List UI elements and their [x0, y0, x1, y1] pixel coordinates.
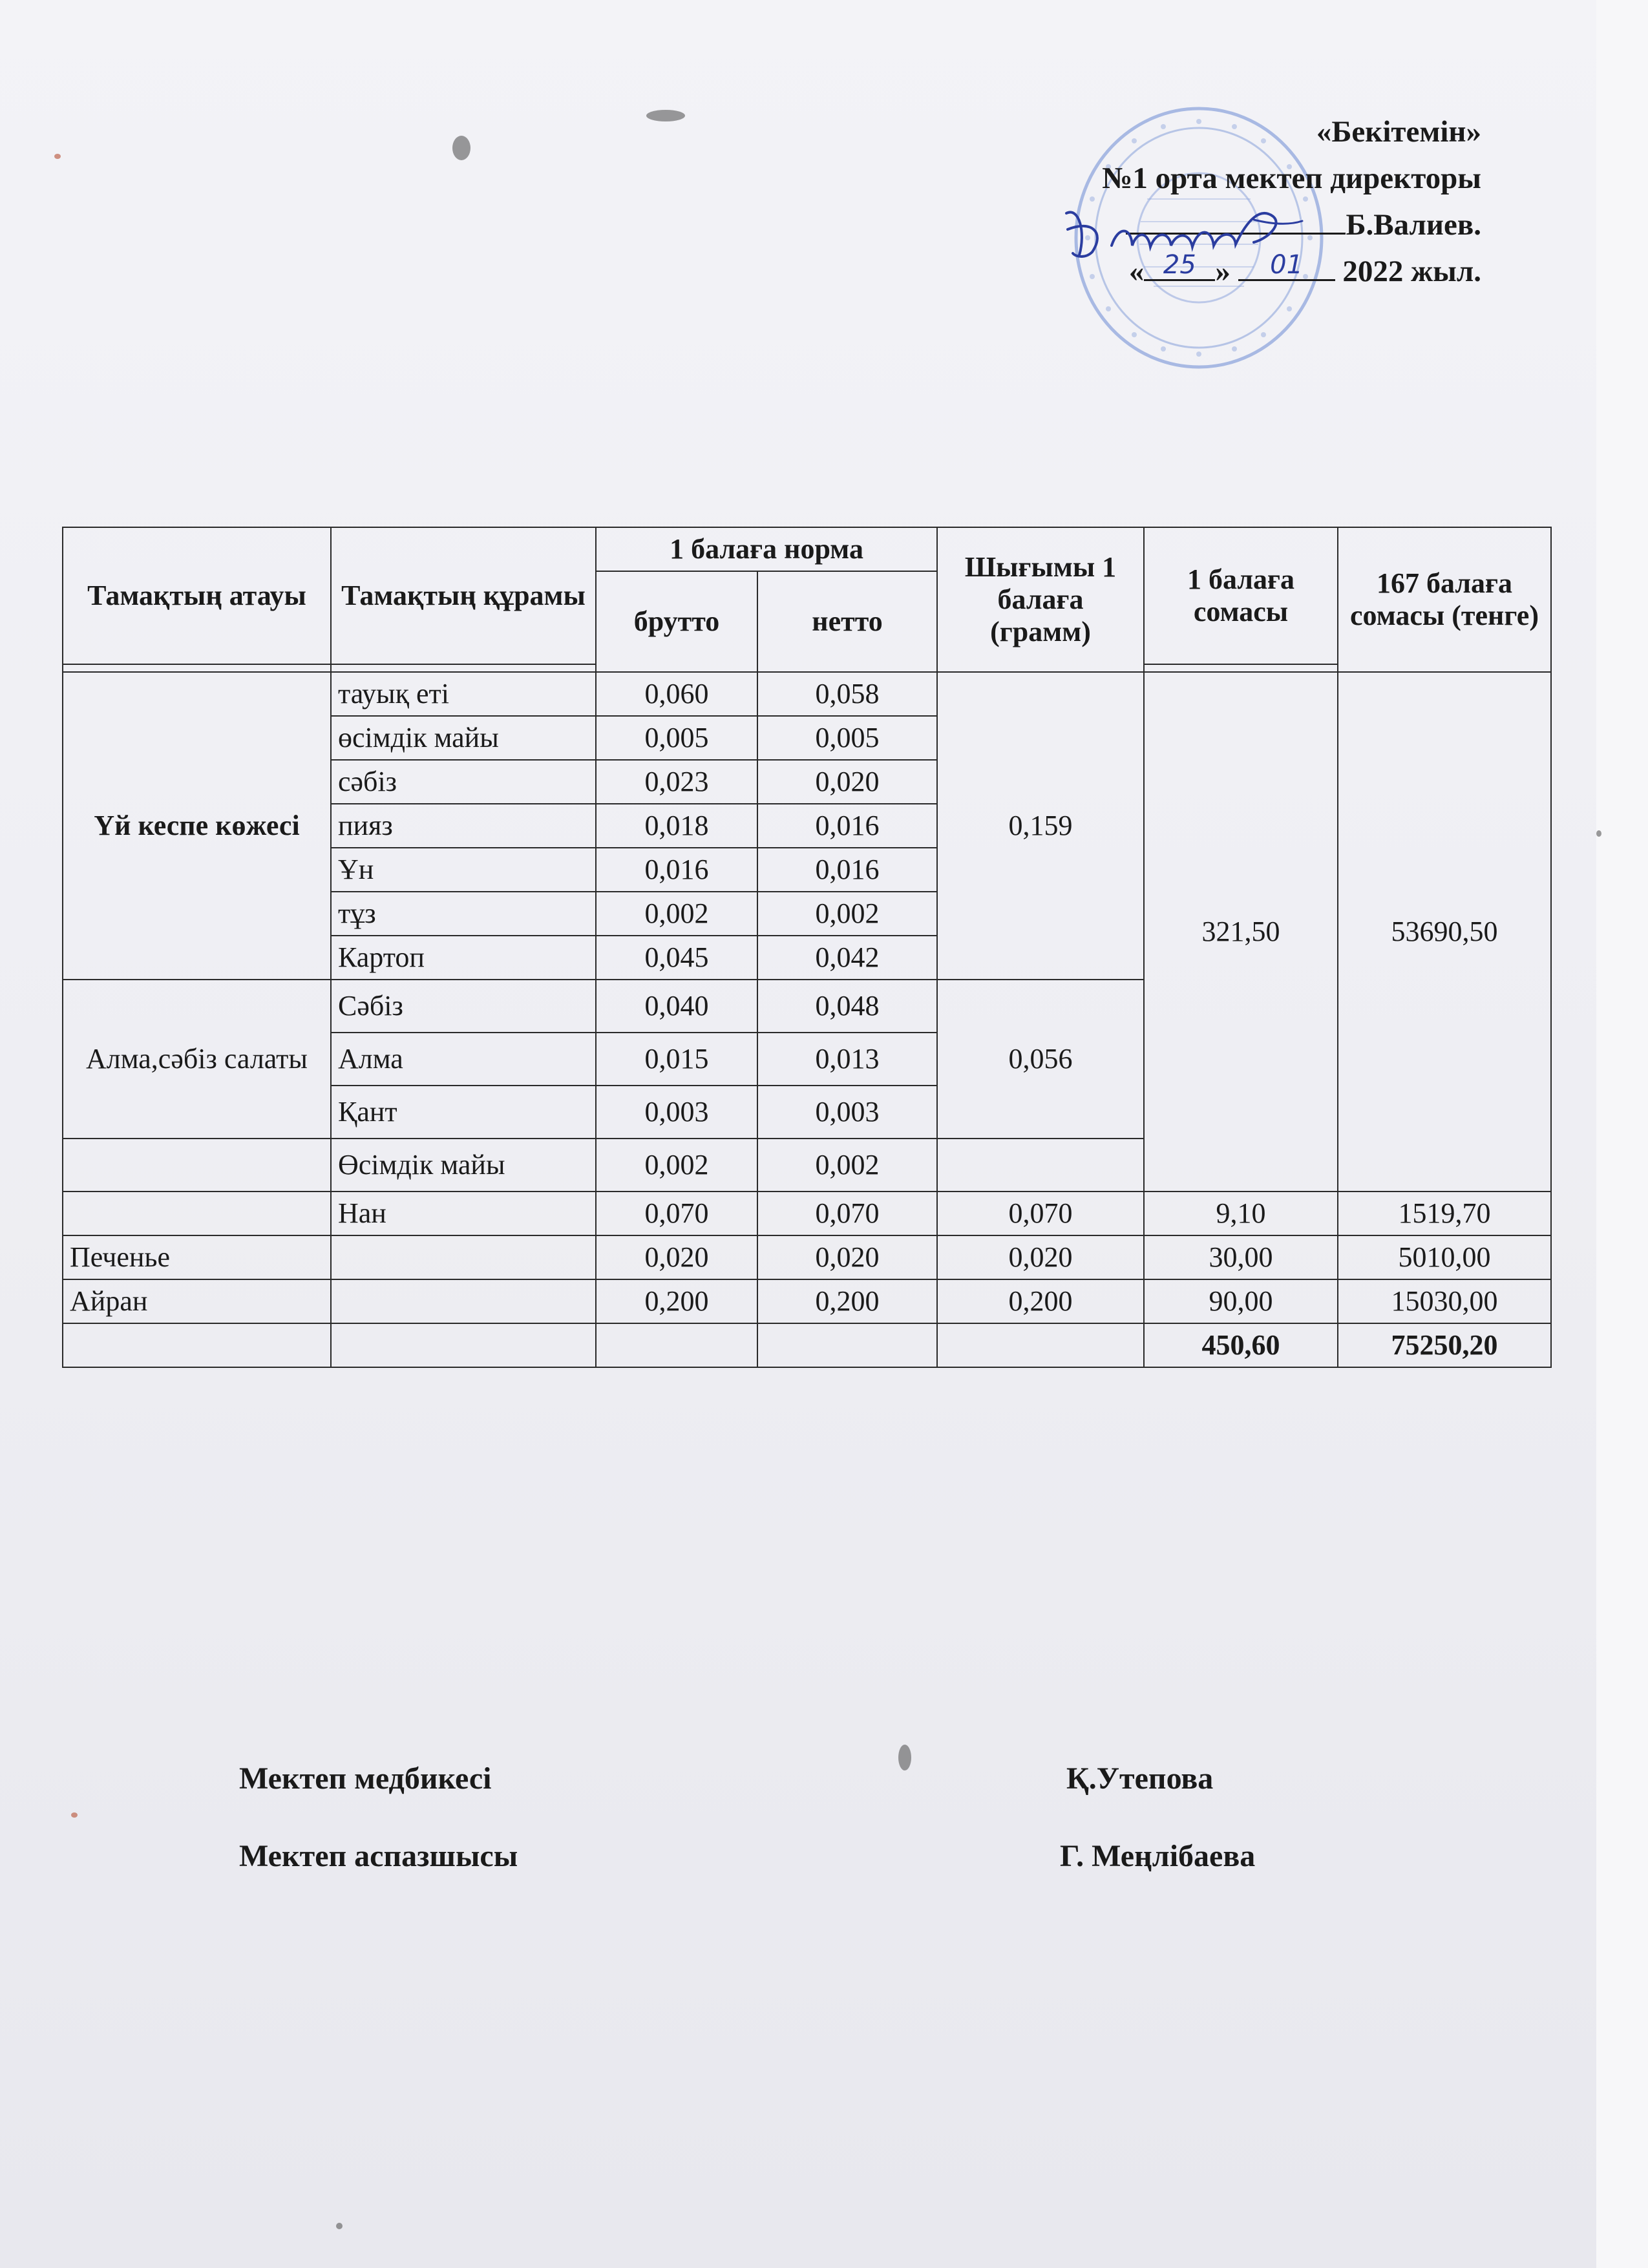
sum-one-value: 90,00: [1144, 1279, 1338, 1323]
table-row: [63, 1279, 1551, 1323]
output-value: 0,200: [937, 1279, 1144, 1323]
ingredient: өсімдік майы: [331, 716, 596, 760]
brutto-value: 0,018: [596, 804, 757, 848]
ingredient: Ұн: [331, 848, 596, 892]
sum-one-dinner: 321,50: [1144, 672, 1338, 1192]
header-spacer-2: [331, 664, 596, 672]
ingredient: Нан: [331, 1192, 596, 1235]
sum-all-value: 1519,70: [1338, 1192, 1551, 1235]
sum-all-dinner: 53690,50: [1338, 672, 1551, 1192]
scan-speck: [71, 1812, 78, 1818]
header-brutto: брутто: [596, 571, 757, 672]
empty-cell: [331, 1235, 596, 1279]
netto-value: 0,002: [757, 1139, 937, 1192]
brutto-value: 0,023: [596, 760, 757, 804]
total-sum-all: 75250,20: [1338, 1323, 1551, 1367]
sum-one-value: 30,00: [1144, 1235, 1338, 1279]
date-open-quote: «: [1128, 255, 1145, 288]
output-value: 0,070: [937, 1192, 1144, 1235]
netto-value: 0,058: [757, 672, 937, 716]
empty-cell: [63, 1139, 331, 1192]
netto-value: 0,020: [757, 760, 937, 804]
brutto-value: 0,002: [596, 1139, 757, 1192]
output-value: 0,020: [937, 1235, 1144, 1279]
brutto-value: 0,045: [596, 936, 757, 980]
header-spacer-3: [1144, 664, 1338, 672]
netto-value: 0,042: [757, 936, 937, 980]
header-sum-all: 167 балаға сомасы (тенге): [1338, 527, 1551, 672]
brutto-value: 0,070: [596, 1192, 757, 1235]
header-row-1: [63, 527, 1551, 571]
netto-value: 0,048: [757, 980, 937, 1033]
ingredient: пияз: [331, 804, 596, 848]
brutto-value: 0,200: [596, 1279, 757, 1323]
sum-one-value: 9,10: [1144, 1192, 1338, 1235]
empty-cell: [63, 1323, 331, 1367]
scan-speck: [336, 2223, 343, 2229]
menu-table: [62, 527, 1552, 1368]
netto-value: 0,016: [757, 804, 937, 848]
empty-cell: [937, 1139, 1144, 1192]
netto-value: 0,005: [757, 716, 937, 760]
director-name: Б.Валиев.: [1346, 208, 1481, 242]
dish-salad-name: Алма,сәбіз салаты: [63, 980, 331, 1139]
dish-name: Печенье: [63, 1235, 331, 1279]
brutto-value: 0,003: [596, 1086, 757, 1139]
total-sum-one: 450,60: [1144, 1323, 1338, 1367]
brutto-value: 0,015: [596, 1033, 757, 1086]
netto-value: 0,016: [757, 848, 937, 892]
brutto-value: 0,040: [596, 980, 757, 1033]
cook-name: Г. Меңлібаева: [1060, 1839, 1256, 1873]
header-netto: нетто: [757, 571, 937, 672]
scan-speck: [54, 154, 61, 159]
ingredient: тұз: [331, 892, 596, 936]
header-composition: Тамақтың құрамы: [331, 527, 596, 664]
dish-name: Айран: [63, 1279, 331, 1323]
date-year: 2022 жыл.: [1342, 255, 1481, 288]
empty-cell: [757, 1323, 937, 1367]
total-row: [63, 1323, 1551, 1367]
netto-value: 0,070: [757, 1192, 937, 1235]
brutto-value: 0,060: [596, 672, 757, 716]
page-edge: [1596, 0, 1648, 2268]
empty-cell: [937, 1323, 1144, 1367]
table-row: [63, 1235, 1551, 1279]
table-row: [63, 672, 1551, 716]
nurse-label: Мектеп медбикесі: [239, 1761, 492, 1796]
header-spacer-1: [63, 664, 331, 672]
empty-cell: [331, 1323, 596, 1367]
soup-output: 0,159: [937, 672, 1144, 980]
netto-value: 0,002: [757, 892, 937, 936]
brutto-value: 0,005: [596, 716, 757, 760]
ingredient: Алма: [331, 1033, 596, 1086]
ingredient: Қант: [331, 1086, 596, 1139]
empty-cell: [63, 1192, 331, 1235]
date-day-handwritten: 25: [1163, 250, 1196, 280]
approval-title: «Бекітемін»: [1316, 115, 1481, 149]
ingredient: Сәбіз: [331, 980, 596, 1033]
director-signature: [1060, 194, 1305, 271]
nurse-name: Қ.Утепова: [1066, 1761, 1214, 1796]
ingredient: Өсімдік майы: [331, 1139, 596, 1192]
header-output: Шығымы 1 балаға (грамм): [937, 527, 1144, 672]
approval-position: №1 орта мектеп директоры: [1102, 162, 1481, 195]
header-norm: 1 балаға норма: [596, 527, 937, 571]
dish-soup-name: Үй кеспе көжесі: [63, 672, 331, 980]
netto-value: 0,020: [757, 1235, 937, 1279]
ingredient: Картоп: [331, 936, 596, 980]
empty-cell: [331, 1279, 596, 1323]
sum-all-value: 5010,00: [1338, 1235, 1551, 1279]
header-sum-one: 1 балаға сомасы: [1144, 527, 1338, 664]
ingredient: сәбіз: [331, 760, 596, 804]
header-dish-name: Тамақтың атауы: [63, 527, 331, 664]
scan-speck: [898, 1745, 911, 1770]
date-close-quote: »: [1215, 255, 1231, 288]
netto-value: 0,003: [757, 1086, 937, 1139]
salad-output: 0,056: [937, 980, 1144, 1139]
scan-speck: [646, 110, 685, 121]
empty-cell: [596, 1323, 757, 1367]
brutto-value: 0,002: [596, 892, 757, 936]
sum-all-value: 15030,00: [1338, 1279, 1551, 1323]
ingredient: тауық еті: [331, 672, 596, 716]
scan-speck: [1596, 830, 1601, 837]
scan-speck: [452, 136, 470, 160]
netto-value: 0,013: [757, 1033, 937, 1086]
cook-label: Мектеп аспазшысы: [239, 1839, 518, 1873]
brutto-value: 0,020: [596, 1235, 757, 1279]
date-month-handwritten: 01: [1270, 250, 1304, 280]
netto-value: 0,200: [757, 1279, 937, 1323]
brutto-value: 0,016: [596, 848, 757, 892]
table-row: [63, 1192, 1551, 1235]
